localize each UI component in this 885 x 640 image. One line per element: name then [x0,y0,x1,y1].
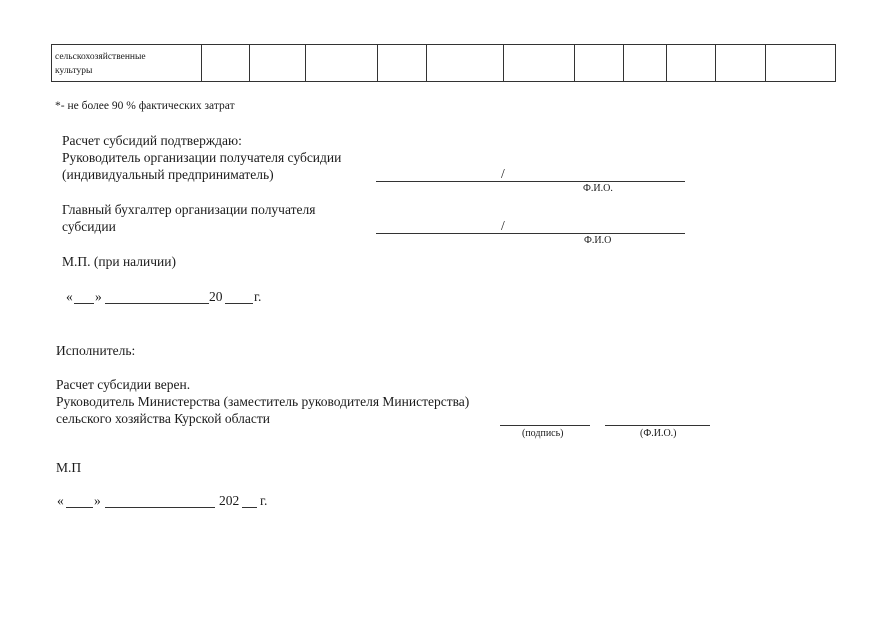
footnote: *- не более 90 % фактических затрат [55,100,235,112]
table-cell [715,45,716,81]
ministry-fio-line [605,425,710,426]
ministry-signature-line [500,425,590,426]
table-cell [623,45,624,81]
table-cell [765,45,766,81]
executor-label: Исполнитель: [56,343,136,358]
stamp-label: М.П. (при наличии) [62,254,176,269]
table-cell [201,45,202,81]
accountant-title-line2: субсидии [62,219,116,234]
row-label-line2: культуры [55,66,93,76]
table-cell [426,45,427,81]
ministry-date-open-quote: « [57,493,64,508]
row-label-line1: сельскохозяйственные [55,52,146,62]
table-cell [249,45,250,81]
signature-label: (подпись) [522,428,564,439]
accountant-fio-label: Ф.И.О [584,235,612,246]
head-slash: / [501,166,505,181]
ministry-date-year-blank [242,507,257,508]
ministry-date-month-blank [105,507,215,508]
date-month-blank [105,303,209,304]
ministry-date-year-prefix: 202 [219,493,240,508]
date-year-blank [225,303,253,304]
confirm-title: Расчет субсидий подтверждаю: [62,133,242,148]
accountant-title-line1: Главный бухгалтер организации получателя [62,202,316,217]
accountant-signature-line [376,233,685,234]
subsidy-table-row [51,44,836,82]
date-close-quote: » [95,289,102,304]
table-cell [377,45,378,81]
ministry-date-close-quote: » [94,493,101,508]
fio-label: (Ф.И.О.) [640,428,677,439]
date-open-quote: « [66,289,73,304]
ministry-date-year-suffix: г. [260,493,268,508]
ministry-line1: Расчет субсидии верен. [56,377,191,392]
head-title-line1: Руководитель организации получателя субсидии [62,150,342,165]
table-cell [574,45,575,81]
accountant-slash: / [501,218,505,233]
table-cell [305,45,306,81]
table-cell [666,45,667,81]
date-year-suffix: г. [254,289,262,304]
head-fio-label: Ф.И.О. [583,183,613,194]
ministry-line3: сельского хозяйства Курской области [56,411,271,426]
head-signature-line [376,181,685,182]
ministry-stamp-label: М.П [56,460,82,475]
head-title-line2: (индивидуальный предприниматель) [62,167,274,182]
date-year-prefix: 20 [209,289,223,304]
table-cell [503,45,504,81]
ministry-date-day-blank [66,507,93,508]
ministry-line2: Руководитель Министерства (заместитель руководителя Министерства) [56,394,470,409]
date-day-blank [74,303,94,304]
table-row-label [55,50,195,78]
